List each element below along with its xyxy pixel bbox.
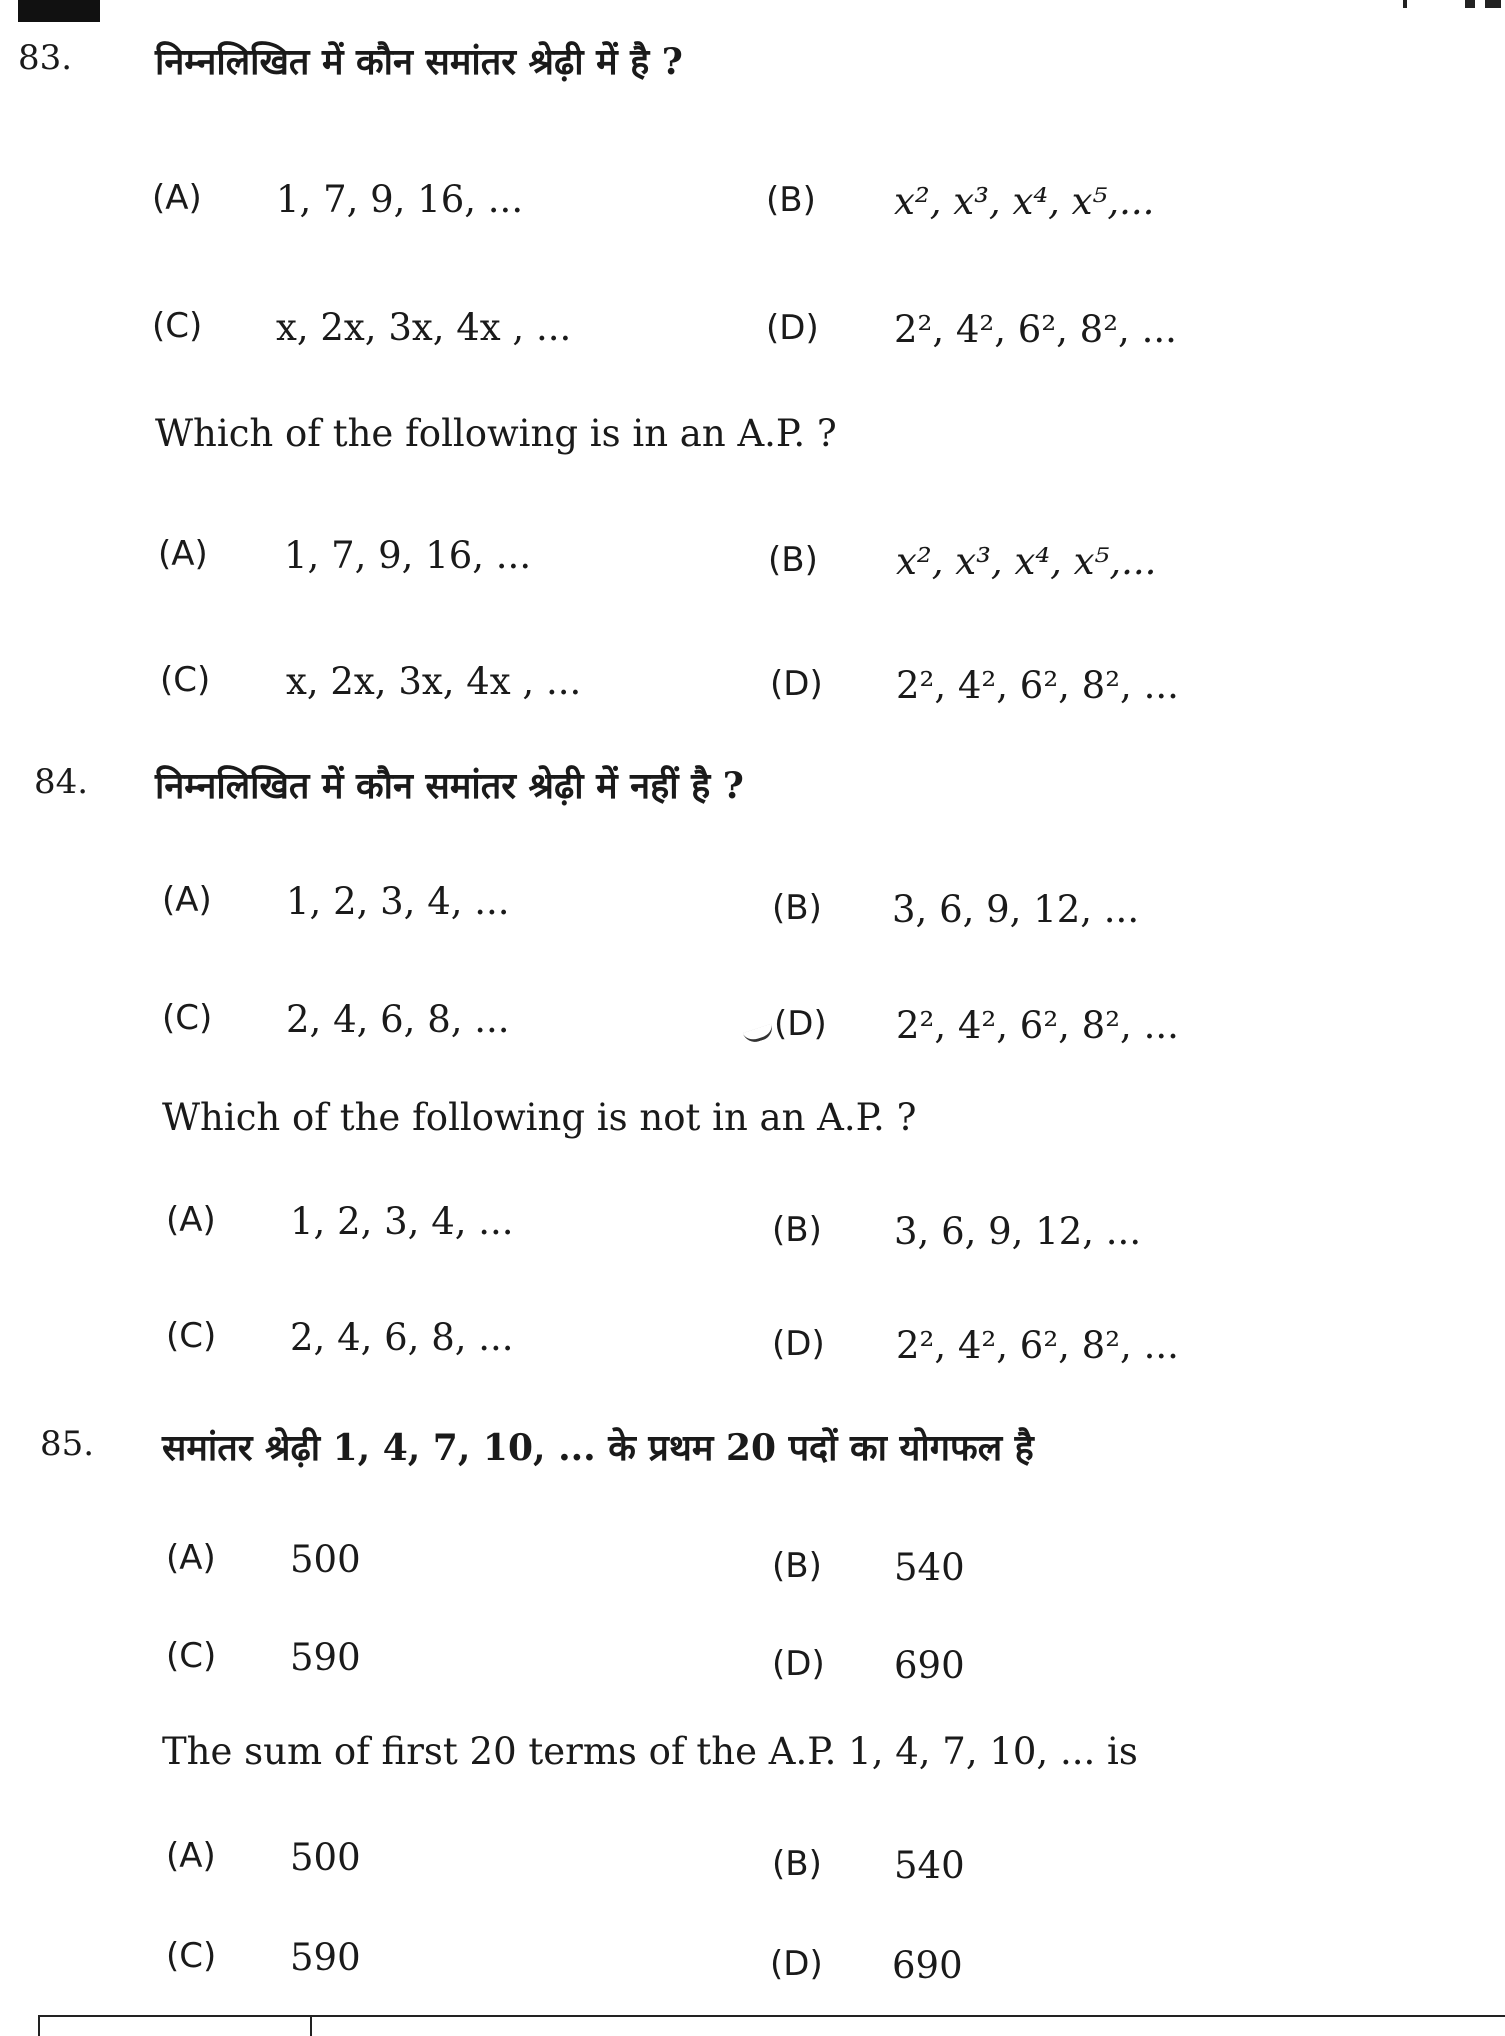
option-text: 1, 2, 3, 4, ... xyxy=(290,1200,514,1243)
option-label: (C) xyxy=(162,998,213,1038)
option-label: (B) xyxy=(772,888,822,928)
option-text: 500 xyxy=(290,1836,361,1879)
question-stem-english: The sum of first 20 terms of the A.P. 1, 4, 7, 10, ... is xyxy=(162,1730,1138,1773)
option-label: (B) xyxy=(772,1546,822,1586)
option-label: (C) xyxy=(160,660,211,700)
option-text: x², x³, x⁴, x⁵,... xyxy=(894,180,1155,223)
option-label: (D) xyxy=(774,1004,827,1044)
option-label: (A) xyxy=(158,534,208,574)
option-text: x², x³, x⁴, x⁵,... xyxy=(896,540,1157,583)
option-label: (C) xyxy=(166,1316,217,1356)
option-label: (A) xyxy=(162,880,212,920)
option-text: 2, 4, 6, 8, ... xyxy=(290,1316,514,1359)
option-label: (D) xyxy=(766,308,819,348)
option-text: 540 xyxy=(894,1546,965,1589)
option-text: 3, 6, 9, 12, ... xyxy=(892,888,1140,931)
option-label: (C) xyxy=(166,1936,217,1976)
option-label: (D) xyxy=(770,664,823,704)
option-label: (A) xyxy=(166,1538,216,1578)
footer-code-box xyxy=(38,2015,312,2036)
option-label: (B) xyxy=(766,180,816,220)
footer-rule xyxy=(308,2015,1505,2017)
option-label: (A) xyxy=(166,1200,216,1240)
option-label: (C) xyxy=(166,1636,217,1676)
option-label: (A) xyxy=(152,178,202,218)
option-text: 2², 4², 6², 8², ... xyxy=(896,664,1179,707)
option-text: 690 xyxy=(894,1644,965,1687)
option-text: 1, 2, 3, 4, ... xyxy=(286,880,510,923)
option-label: (B) xyxy=(768,540,818,580)
pen-tick-mark xyxy=(743,1024,776,1046)
option-text: x, 2x, 3x, 4x , ... xyxy=(276,306,572,349)
option-label: (D) xyxy=(772,1644,825,1684)
option-text: 540 xyxy=(894,1844,965,1887)
option-text: 2, 4, 6, 8, ... xyxy=(286,998,510,1041)
option-text: x, 2x, 3x, 4x , ... xyxy=(286,660,582,703)
option-label: (B) xyxy=(772,1210,822,1250)
option-text: 2², 4², 6², 8², ... xyxy=(894,308,1177,351)
option-text: 690 xyxy=(892,1944,963,1987)
option-text: 2², 4², 6², 8², ... xyxy=(896,1324,1179,1367)
option-label: (D) xyxy=(772,1324,825,1364)
option-text: 2², 4², 6², 8², ... xyxy=(896,1004,1179,1047)
question-stem-hindi: निम्नलिखित में कौन समांतर श्रेढ़ी में नहीं है ? xyxy=(155,765,744,807)
question-stem-hindi: समांतर श्रेढ़ी 1, 4, 7, 10, ... के प्रथम 20 पदों का योगफल है xyxy=(162,1427,1034,1469)
page-number-fragment xyxy=(1395,0,1505,10)
option-text: 1, 7, 9, 16, ... xyxy=(284,534,532,577)
question-stem-hindi: निम्नलिखित में कौन समांतर श्रेढ़ी में है ? xyxy=(155,41,683,83)
option-text: 1, 7, 9, 16, ... xyxy=(276,178,524,221)
option-text: 590 xyxy=(290,1936,361,1979)
option-text: 3, 6, 9, 12, ... xyxy=(894,1210,1142,1253)
option-label: (C) xyxy=(152,306,203,346)
option-label: (A) xyxy=(166,1836,216,1876)
option-label: (B) xyxy=(772,1844,822,1884)
option-text: 590 xyxy=(290,1636,361,1679)
question-stem-english: Which of the following is not in an A.P. ? xyxy=(162,1096,917,1139)
question-number: 85. xyxy=(40,1424,95,1464)
option-text: 500 xyxy=(290,1538,361,1581)
option-label: (D) xyxy=(770,1944,823,1984)
question-number: 83. xyxy=(18,38,73,78)
question-stem-english: Which of the following is in an A.P. ? xyxy=(155,412,837,455)
page-corner-block xyxy=(18,0,100,22)
question-number: 84. xyxy=(34,762,89,802)
